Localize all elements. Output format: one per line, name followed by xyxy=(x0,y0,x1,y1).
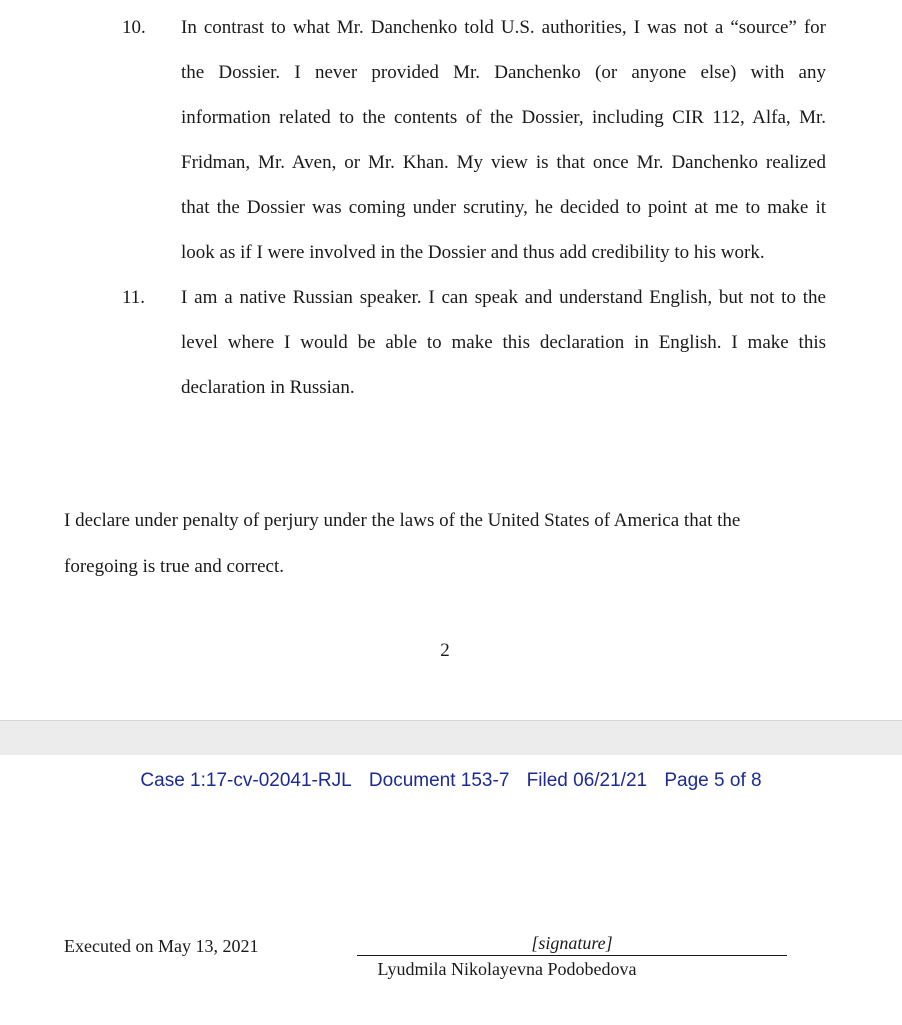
document-number: Document 153-7 xyxy=(368,770,510,791)
declaration-line: foregoing is true and correct. xyxy=(64,556,284,577)
paragraph-line: I am a native Russian speaker. I can speak and understand English, but not to the xyxy=(181,287,826,308)
declaration-line: I declare under penalty of perjury under the laws of the United States of America that the xyxy=(64,510,741,531)
signature: [signature] xyxy=(531,933,613,953)
paragraph-line: In contrast to what Mr. Danchenko told U.S. authorities, I was not a “source” for xyxy=(181,17,826,38)
case-header xyxy=(0,770,902,792)
paragraph-line: the Dossier. I never provided Mr. Danchenko (or anyone else) with any xyxy=(181,62,826,83)
document-page-bottom xyxy=(0,755,902,1025)
executed-on: Executed on May 13, 2021 xyxy=(64,936,259,956)
paragraph-line: look as if I were involved in the Dossier and thus add credibility to his work. xyxy=(181,242,765,263)
paragraph-line: information related to the contents of the Dossier, including CIR 112, Alfa, Mr. xyxy=(181,107,826,128)
paragraph-number: 11. xyxy=(122,287,146,308)
paragraph-line: that the Dossier was coming under scrutiny, he decided to point at me to make it xyxy=(181,197,826,218)
paragraph-line: declaration in Russian. xyxy=(181,377,355,398)
paragraph-line: Fridman, Mr. Aven, or Mr. Khan. My view is that once Mr. Danchenko realized xyxy=(181,152,826,173)
page-count: Page 5 of 8 xyxy=(664,770,762,791)
paragraph-line: level where I would be able to make this declaration in English. I make this xyxy=(181,332,826,353)
filed-date: Filed 06/21/21 xyxy=(526,770,648,791)
page-number: 2 xyxy=(440,640,450,661)
paragraph-number: 10. xyxy=(122,17,146,38)
signer-name: Lyudmila Nikolayevna Podobedova xyxy=(377,959,637,979)
signature-line xyxy=(357,933,787,956)
page-separator xyxy=(0,720,902,756)
case-number: Case 1:17-cv-02041-RJL xyxy=(140,770,352,791)
